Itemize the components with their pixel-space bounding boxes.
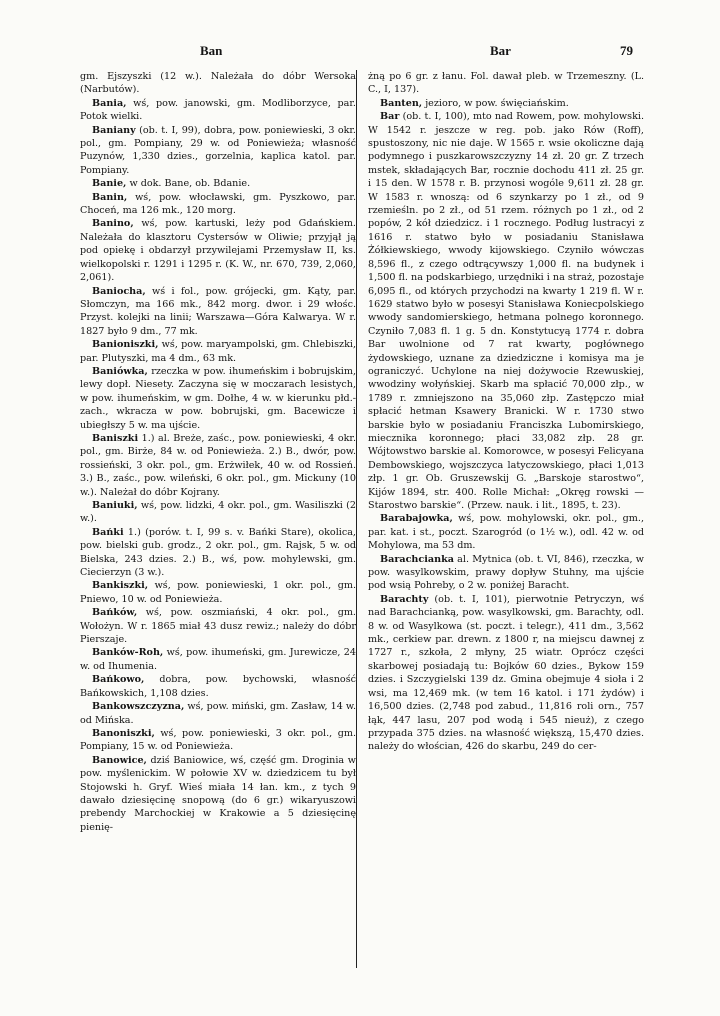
running-head-left: Ban [200, 43, 223, 58]
entry-text: wś, pow. maryampolski, gm. Chlebiszki, par. Plutyszki, ma 4 dm., 63 mk. [80, 339, 356, 364]
entry-text: w dok. Bane, ob. Bdanie. [126, 178, 251, 190]
entry-headword: Barabajowka, [380, 513, 453, 525]
left-column [80, 70, 356, 834]
entry-text: żną po 6 gr. z łanu. Fol. dawał pleb. w Trzemeszny. (L. C., I, 137). [368, 71, 644, 96]
entry-text: jezioro, w pow. święciańskim. [422, 97, 569, 109]
dictionary-entry [80, 124, 356, 178]
entry-text: (ob. t. I, 99), dobra, pow. poniewieski, 3 okr. pol., gm. Pompiany, 29 w. od Poniewieża; własność Puzynów, 1,330 dzies., gorzelnia, kaplica katol. par. Pompiany. [80, 124, 356, 176]
page-number: 79 [620, 43, 633, 58]
entry-text: wś, pow. mohylowski, okr. pol., gm., par. kat. i st., poczt. Szarogród (o 1½ w.), odl. 42 w. od Mohylowa, ma 53 dm. [368, 513, 644, 552]
dictionary-entry [80, 338, 356, 365]
entry-text: wś, pow. ihumeński, gm. Jurewicze, 24 w. od Ihumenia. [80, 647, 356, 672]
dictionary-entry [80, 191, 356, 218]
entry-headword: Banino, [92, 218, 134, 230]
entry-text: al. Mytnica (ob. t. VI, 846), rzeczka, w pow. wasylkowskim, prawy dopływ Stuhny, ma ujście pod wsią Pohreby, o 2 w. poniżej Baracht. [368, 553, 644, 592]
dictionary-entry [368, 512, 644, 552]
entry-headword: Banie, [92, 178, 127, 190]
entry-headword: Baniszki [92, 432, 139, 444]
dictionary-entry [368, 70, 644, 97]
dictionary-entry [80, 754, 356, 834]
entry-text: wś, pow. poniewieski, 1 okr. pol., gm. Pniewo, 10 w. od Poniewieża. [80, 580, 356, 605]
dictionary-entry [368, 110, 644, 512]
entry-headword: Banoniszki, [92, 727, 155, 739]
entry-headword: Bar [380, 111, 400, 123]
entry-headword: Banowice, [92, 754, 147, 766]
entry-text: wś, pow. janowski, gm. Modliborzyce, par. Potok wielki. [80, 97, 356, 123]
entry-headword: Baniany [92, 124, 136, 136]
dictionary-entry [80, 70, 356, 97]
entry-text: 1.) (porów. t. I, 99 s. v. Bańki Stare), okolica, pow. bielski gub. grodz., 2 okr. pol., gm. Rajsk, 5 w. od Bielska, 243 dzies. 2.) B., wś, pow. mohylewski, gm. Ciecierzyn (3 w.). [80, 526, 356, 579]
dictionary-entry [80, 700, 356, 727]
dictionary-entry [80, 727, 356, 754]
entry-text: wś, pow. włocławski, gm. Pyszkowo, par. Choceń, ma 126 mk., 120 morg. [80, 191, 356, 217]
dictionary-entry [80, 499, 356, 526]
dictionary-entry [80, 97, 356, 124]
entry-text: dziś Baniowice, wś, część gm. Droginia w pow. myślenickim. W połowie XV w. dziedzicem tu był Stojowski h. Gryf. Wieś miała 14 łan. km., z tych 9 dawało dziesięcinę snopową (do 6 gr.) wikaryuszowi prebendy Marchockiej w Krakowie a 5 dziesięcinę pienię- [80, 754, 356, 833]
entry-headword: Bania, [92, 97, 127, 109]
entry-text: gm. Ejszyszki (12 w.). Należała do dóbr Wersoka (Narbutów). [80, 71, 356, 96]
entry-headword: Banioniszki, [92, 339, 159, 351]
dictionary-entry [80, 217, 356, 284]
entry-headword: Banków-Roh, [92, 647, 164, 659]
entry-headword: Baniocha, [92, 285, 146, 297]
entry-text: 1.) al. Breże, zaśc., pow. poniewieski, 4 okr. pol., gm. Birże, 84 w. od Poniewieża. 2.) B., dwór, pow. rossieński, 3 okr. pol., gm. Erżwiłek, 40 w. od Rossień. 3.) B., zaśc., pow. wileński, 6 okr. pol., gm. Mickuny (10 w.). Należał do dóbr Kojrany. [80, 432, 356, 498]
entry-headword: Bankowszczyzna, [92, 701, 185, 713]
entry-text: wś, pow. oszmiański, 4 okr. pol., gm. Wołożyn. W r. 1865 miał 43 dusz rewiz.; należy do dóbr Pierszaje. [80, 607, 356, 646]
dictionary-entry [80, 177, 356, 190]
entry-text: (ob. t. I, 101), pierwotnie Petryczyn, wś nad Barachcianką, pow. wasylkowski, gm. Barachty, odl. 8 w. od Wasylkowa (st. poczt. i telegr.), 411 dm., 3,562 mk., cerkiew par. drewn. z 1800 r, na miejscu dawnej z 1727 r., szkoła, 2 młyny, 25 wiatr. Oprócz części skarbowej posiadają tu: Bojków 60 dzies., Bykow 159 dzies. i Szczygielski 139 dz. Gmina obejmuje 4 sioła i 2 wsi, ma 12,469 mk. (w tem 16 katol. i 171 żydów) i 16,500 dzies. (2,748 pod zabud., 11,816 roli orn., 757 łąk, 447 lasu, 207 pod wodą i 545 nieuż), z czego przypada 375 dzies. na własność większą, 15,470 dzies. należy do włościan, 426 do skarbu, 249 do cer- [368, 593, 644, 753]
entry-headword: Bańków, [92, 607, 138, 619]
entry-headword: Barachty [380, 593, 429, 605]
dictionary-entry [368, 553, 644, 593]
entry-text: wś, pow. kartuski, leży pod Gdańskiem. Należała do klasztoru Cystersów w Oliwie; przyjął ją pod opiekę i obdarzył przywilejami Przemysław II, ks. wielkopolski r. 1291 i 1295 r. (K. W., nr. 670, 739, 2,060, 2,061). [80, 218, 356, 284]
entry-text: (ob. t. I, 100), mto nad Rowem, pow. mohylowski. W 1542 r. jeszcze w reg. pob. jako Rów (Roff), spustoszony, nic nie daje. W 1565 r. wsie okoliczne dają podymnego i puszkarowszczyzny 14 zł. 20 gr. Z trzech mstek, składających Bar, rocznie dochodu 411 zł. 25 gr. i 15 den. W 1578 r. B. przynosi wogóle 9,611 zł. 28 gr. W 1583 r. wnoszą: od 6 szynkarzy po 1 zł., od 9 rzemieśln. po 2 zł., od 51 rzem. różnych po 1 zł., od 2 popów, 2 kół dziedzicz. i 1 rocznego. Podług lustracyi z 1616 r. statwo było w posiadaniu Stanisława Żółkiewskiego, wwody kijowskiego. Czyniło wówczas 8,596 fl., z czego odtrącywszy 1,000 fl. na budynek i 1,500 fl. na podskarbiego, urzędniki i na straż, pozostaje 6,095 fl., od których przychodzi na kwarty 1 219 fl. W r. 1629 statwo było w posesyi Stanisława Koniecpolskiego wwody sandomierskiego, hetmana polnego koronnego. Czyniło 7,083 fl. 1 g. 5 dn. Konstytucyą 1774 r. dobra Bar uwolnione od 7 rat kwarty, pogłównego żydowskiego, uznane za dziedziczne i komisya ma je ograniczyć. Uchylone na niej dożywocie Rzewuskiej, wwodziny wołyńskiej. Skarb ma spłacić 70,000 złp., w 1789 r. zmniejszono na 35,060 złp. Zastępczo miał spłacić hetman Ksawery Branicki. W r. 1730 stwo barskie było w posiadaniu Franciszka Lubomirskiego, miecznika koronnego; płaci 33,082 złp. 28 gr. Wójtowstwo barskie al. Komorowce, w posesyi Felicyana Dembowskiego, wojszczyca latyczowskiego, płaci 1,013 złp. 1 gr. Ob. Gruszewskij G. „Barskoje starostwo“, Kijów 1894, str. 400. Rolle Michał: „Okręg rowski —Starostwo barskie“. (Przew. nauk. i lit., 1895, t. 23). [368, 111, 644, 511]
right-column [368, 70, 644, 754]
dictionary-entry [368, 97, 644, 110]
entry-text: wś, pow. lidzki, 4 okr. pol., gm. Wasiliszki (2 w.). [80, 500, 356, 525]
entry-headword: Baniuki, [92, 500, 138, 511]
dictionary-entry [80, 285, 356, 339]
entry-headword: Baniówka, [92, 365, 148, 377]
dictionary-entry [80, 606, 356, 646]
dictionary-entry [80, 432, 356, 499]
entry-text: wś, pow. poniewieski, 3 okr. pol., gm. Pompiany, 15 w. od Poniewieża. [80, 727, 356, 753]
entry-text: dobra, pow. bychowski, własność Bańkowskich, 1,108 dzies. [80, 674, 356, 699]
dictionary-entry [80, 673, 356, 700]
entry-headword: Bankiszki, [92, 580, 149, 592]
entry-headword: Bańkowo, [92, 674, 145, 686]
entry-headword: Bańki [92, 526, 124, 538]
dictionary-entry [80, 646, 356, 673]
entry-headword: Banten, [380, 97, 423, 109]
dictionary-entry [80, 365, 356, 432]
entry-text: wś i fol., pow. grójecki, gm. Kąty, par. Słomczyn, ma 166 mk., 842 morg. dwor. i 29 włośc. Przyst. kolejki na linii; Warszawa—Góra Kalwarya. W r. 1827 było 9 dm., 77 mk. [80, 285, 356, 337]
dictionary-entry [368, 593, 644, 754]
dictionary-entry [80, 526, 356, 580]
entry-headword: Barachcianka [380, 553, 454, 565]
column-divider [356, 70, 357, 968]
entry-text: rzeczka w pow. ihumeńskim i bobrujskim, lewy dopł. Niesety. Zaczyna się w moczarach lesistych, w pow. ihumeńskim, w gm. Dołhe, 4 w. w kierunku płd.-zach., wkracza w pow. bobrujski, gm. Bacewicze i ubiegłszy 5 w. ma ujście. [80, 365, 356, 431]
dictionary-entry [80, 579, 356, 606]
running-head-right: Bar [490, 43, 511, 58]
entry-headword: Banin, [92, 191, 128, 203]
entry-text: wś, pow. miński, gm. Zasław, 14 w. od Mińska. [80, 701, 356, 726]
